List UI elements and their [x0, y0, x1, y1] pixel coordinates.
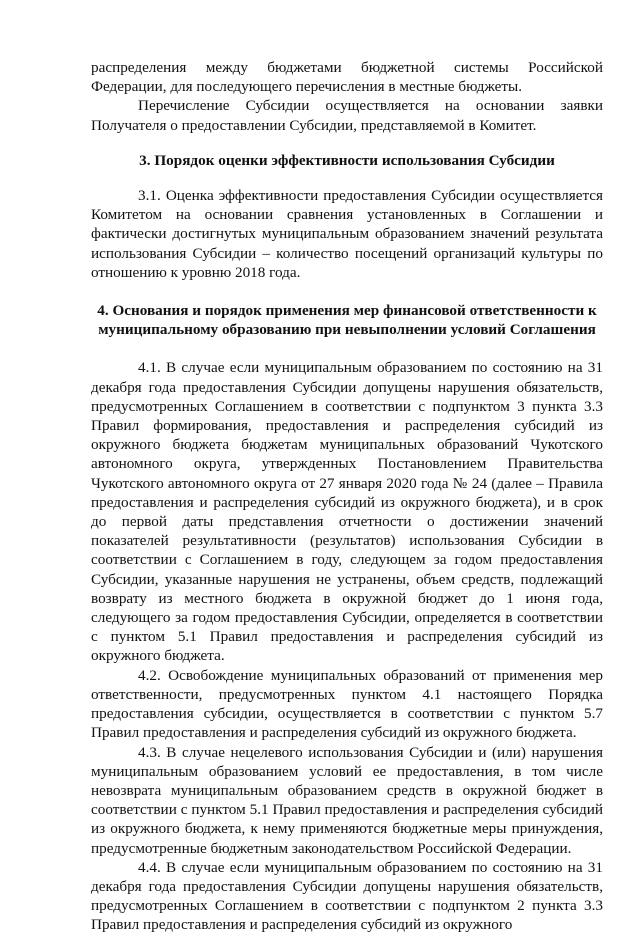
section-3-heading: 3. Порядок оценки эффективности использования Субсидии: [139, 151, 555, 169]
paragraph-4-2: 4.2. Освобождение муниципальных образований от применения мер ответственности, предусмотренных пунктом 4.1 настоящего Порядка предоставления субсидии, осуществляется в соответствии с пунктом 5.7 Правил предоставления и распределения субсидий из окружного бюджета.: [91, 666, 603, 742]
paragraph-4-4: 4.4. В случае если муниципальным образованием по состоянию на 31 декабря года предоставления Субсидии допущены нарушения обязательств, предусмотренных Соглашением в соответствии с подпунктом 2 пункта 3.3 Правил предоставления и распределения субсидий из окружного: [91, 858, 603, 934]
intro-continuation-paragraph: распределения между бюджетами бюджетной системы Российской Федерации, для последующего перечисления в местные бюджеты.: [91, 59, 603, 96]
paragraph-4-1: 4.1. В случае если муниципальным образованием по состоянию на 31 декабря года предоставления Субсидии допущены нарушения обязательств, предусмотренных Соглашением в соответствии с подпунктом 3 пункта 3.3 Правил формирования, предоставления и распределения субсидий из окружного бюджета бюджетам муниципальных образований Чукотского автономного округа, утвержденных Постановлением Правительства Чукотского автономного округа от 27 января 2020 года № 24 (далее – Правила предоставления и распределения субсидий из окружного бюджета), и в срок до первой даты представления отчетности о достижении значений показателей результативности (результатов) использования Субсидии в соответствии с Соглашением в году, следующем за годом предоставления Субсидии, указанные нарушения не устранены, объем средств, подлежащий возврату из местного бюджета в окружной бюджет до 1 июня года, следующего за годом предоставления Субсидии, определяется в соответствии с пунктом 5.1 Правил предоставления и распределения субсидий из окружного бюджета.: [91, 359, 603, 665]
paragraph-3-1: 3.1. Оценка эффективности предоставления Субсидии осуществляется Комитетом на основании сравнения установленных в Соглашении и фактически достигнутых муниципальным образованием значений результата использования Субсидии – количество посещений организаций культуры по отношению к уровню 2018 года.: [91, 187, 603, 281]
section-4-heading: 4. Основания и порядок применения мер финансовой ответственности к муниципальному образованию при невыполнении условий Соглашения: [97, 302, 597, 339]
subsidy-transfer-paragraph: Перечисление Субсидии осуществляется на основании заявки Получателя о предоставлении Субсидии, представляемой в Комитет.: [91, 97, 603, 134]
document-page: [91, 58, 603, 935]
paragraph-4-3: 4.3. В случае нецелевого использования Субсидии и (или) нарушения муниципальным образованием условий ее предоставления, в том числе невозврата муниципальным образованием средств в окружной бюджет в соответствии с пунктом 5.1 Правил предоставления и распределения субсидий из окружного бюджета, к нему применяются бюджетные меры принуждения, предусмотренные бюджетным законодательством Российской Федерации.: [91, 743, 603, 857]
